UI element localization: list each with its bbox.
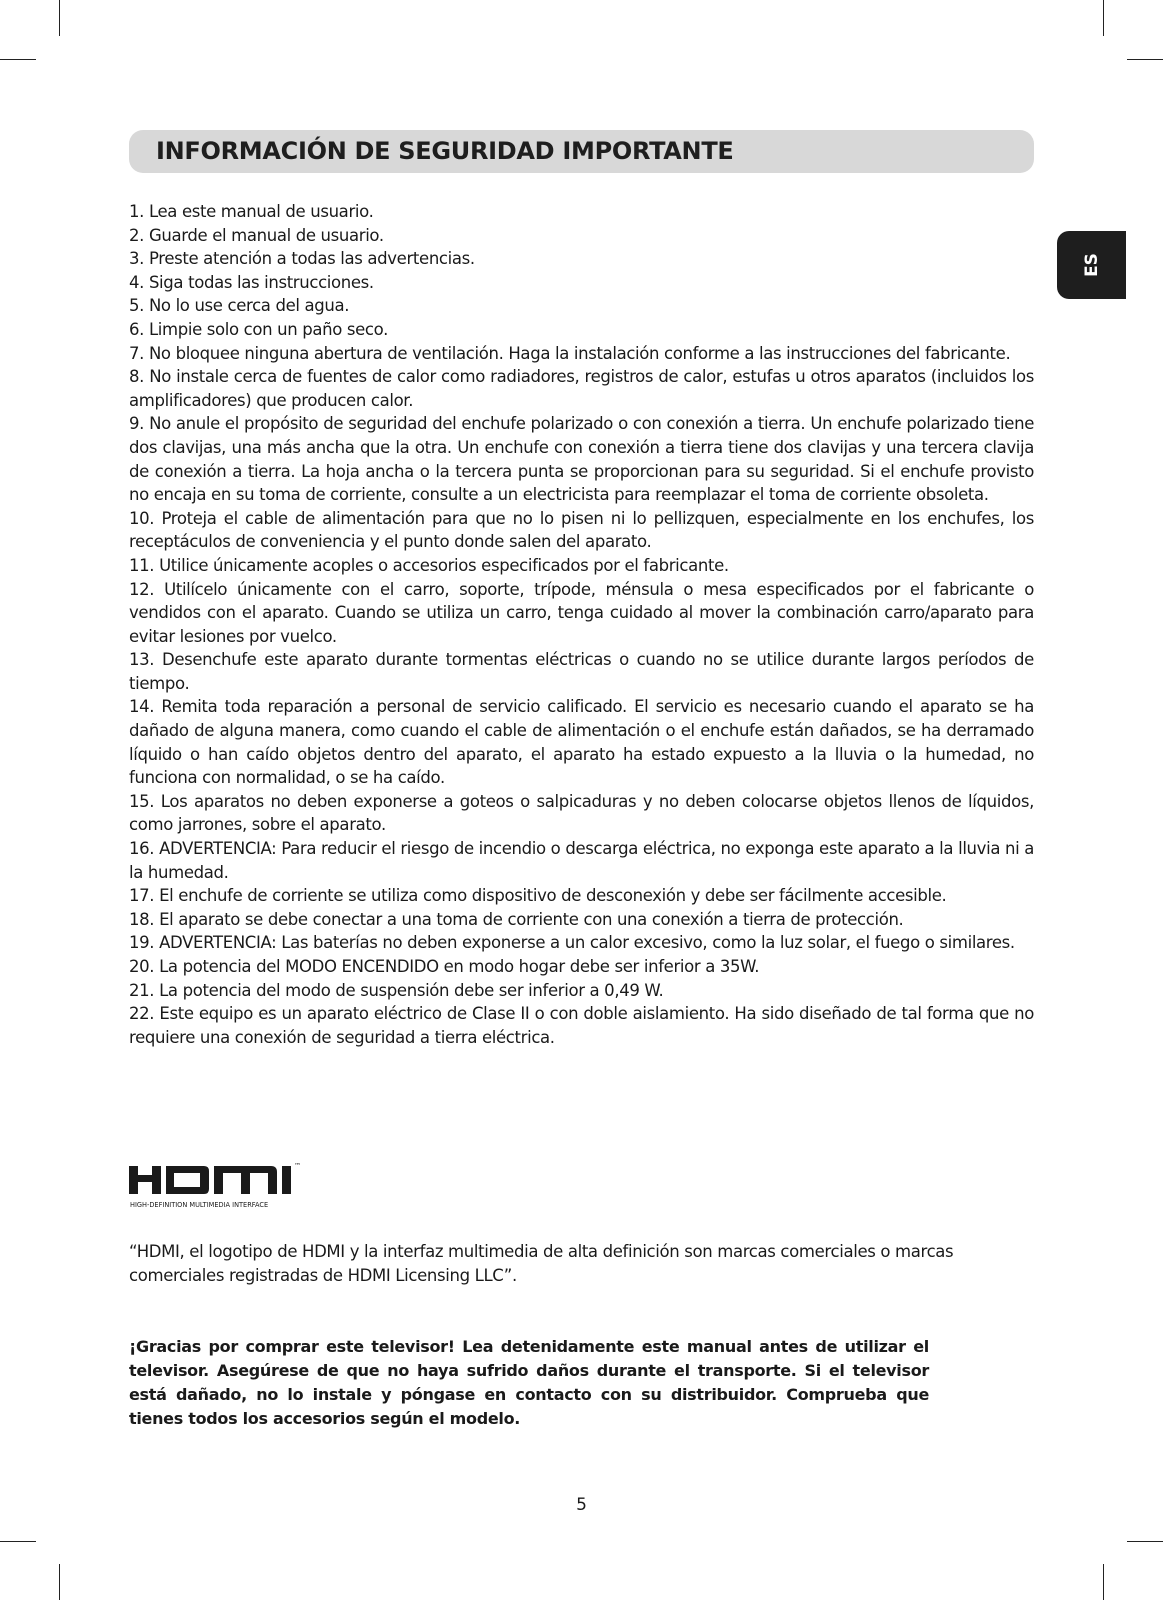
- thanks-note: ¡Gracias por comprar este televisor! Lea detenidamente este manual antes de utilizar el televisor. Asegúrese de que no haya sufrido daños durante el transporte. Si el televisor está dañado, no lo instale y póngase en contacto con su distribuidor. Comprueba que tienes todos los accesorios según el modelo.: [129, 1337, 929, 1428]
- crop-mark: [1103, 0, 1104, 36]
- crop-mark: [59, 0, 60, 36]
- list-item: 16. ADVERTENCIA: Para reducir el riesgo de incendio o descarga eléctrica, no exponga este aparato a la lluvia ni a la humedad.: [129, 839, 1034, 882]
- list-item: 7. No bloquee ninguna abertura de ventilación. Haga la instalación conforme a las instrucciones del fabricante.: [129, 343, 1011, 363]
- language-tab: [1057, 231, 1126, 299]
- crop-mark: [1103, 1564, 1104, 1600]
- list-item: 1. Lea este manual de usuario.: [129, 202, 374, 221]
- list-item: 5. No lo use cerca del agua.: [129, 296, 350, 316]
- list-item: 21. La potencia del modo de suspensión debe ser inferior a 0,49 W.: [129, 980, 664, 1000]
- trademark-note: “HDMI, el logotipo de HDMI y la interfaz multimedia de alta definición son marcas comerciales o marcas comerciales registradas de HDMI Licensing LLC”.: [129, 1242, 954, 1285]
- list-item: 8. No instale cerca de fuentes de calor como radiadores, registros de calor, estufas u otros aparatos (incluidos los amplificadores) que producen calor.: [129, 367, 1034, 410]
- list-item: 2. Guarde el manual de usuario.: [129, 225, 384, 245]
- crop-mark: [0, 59, 36, 60]
- hdmi-tm: ™: [294, 1162, 301, 1170]
- list-item: 13. Desenchufe este aparato durante tormentas eléctricas o cuando no se utilice durante largos períodos de tiempo.: [129, 650, 1034, 693]
- crop-mark: [1127, 59, 1163, 60]
- page-number: 5: [576, 1495, 587, 1515]
- list-item: 18. El aparato se debe conectar a una toma de corriente con una conexión a tierra de protección.: [129, 909, 904, 929]
- list-item: 20. La potencia del MODO ENCENDIDO en modo hogar debe ser inferior a 35W.: [129, 957, 760, 976]
- hdmi-logo: [129, 1160, 339, 1210]
- list-item: 10. Proteja el cable de alimentación para que no lo pisen ni lo pellizquen, especialmente en los enchufes, los receptáculos de conveniencia y el punto donde salen del aparato.: [129, 508, 1034, 552]
- list-item: 6. Limpie solo con un paño seco.: [129, 319, 388, 339]
- hdmi-tagline: HIGH-DEFINITION MULTIMEDIA INTERFACE: [130, 1201, 269, 1209]
- list-item: 4. Siga todas las instrucciones.: [129, 272, 374, 292]
- crop-mark: [1127, 1541, 1163, 1542]
- list-item: 22. Este equipo es un aparato eléctrico de Clase II o con doble aislamiento. Ha sido diseñado de tal forma que no requiere una conexión de seguridad a tierra eléctrica.: [129, 1004, 1034, 1047]
- list-item: 19. ADVERTENCIA: Las baterías no deben exponerse a un calor excesivo, como la luz solar, el fuego o similares.: [129, 933, 1015, 953]
- list-item: 15. Los aparatos no deben exponerse a goteos o salpicaduras y no deben colocarse objetos llenos de líquidos, como jarrones, sobre el aparato.: [129, 791, 1034, 835]
- list-item: 12. Utilícelo únicamente con el carro, soporte, trípode, ménsula o mesa especificados por el fabricante o vendidos con el aparato. Cuando se utiliza un carro, tenga cuidado al mover la combinación carro/aparato para evitar lesiones por vuelco.: [129, 579, 1034, 646]
- crop-mark: [59, 1564, 60, 1600]
- crop-mark: [0, 1541, 36, 1542]
- safety-instructions-list: [129, 200, 1034, 1049]
- page-title: INFORMACIÓN DE SEGURIDAD IMPORTANTE: [156, 137, 734, 165]
- list-item: 3. Preste atención a todas las advertencias.: [129, 249, 475, 269]
- list-item: 17. El enchufe de corriente se utiliza como dispositivo de desconexión y debe ser fácilmente accesible.: [129, 886, 947, 906]
- list-item: 11. Utilice únicamente acoples o accesorios especificados por el fabricante.: [129, 555, 729, 575]
- list-item: 14. Remita toda reparación a personal de servicio calificado. El servicio es necesario cuando el aparato se ha dañado de alguna manera, como cuando el cable de alimentación o el enchufe están dañados, se ha derramado líquido o han caído objetos dentro del aparato, el aparato ha estado expuesto a la lluvia o la humedad, no funciona con normalidad, o se ha caído.: [129, 697, 1034, 788]
- language-label: ES: [1081, 253, 1102, 277]
- section-header: [129, 130, 1034, 173]
- list-item: 9. No anule el propósito de seguridad del enchufe polarizado o con conexión a tierra. Un enchufe polarizado tiene dos clavijas, una más ancha que la otra. Un enchufe con conexión a tierra tiene dos clavijas y una tercera clavija de conexión a tierra. La hoja ancha o la tercera punta se proporcionan para su seguridad. Si el enchufe provisto no encaja en su toma de corriente, consulte a un electricista para reemplazar el toma de corriente obsoleta.: [129, 414, 1034, 505]
